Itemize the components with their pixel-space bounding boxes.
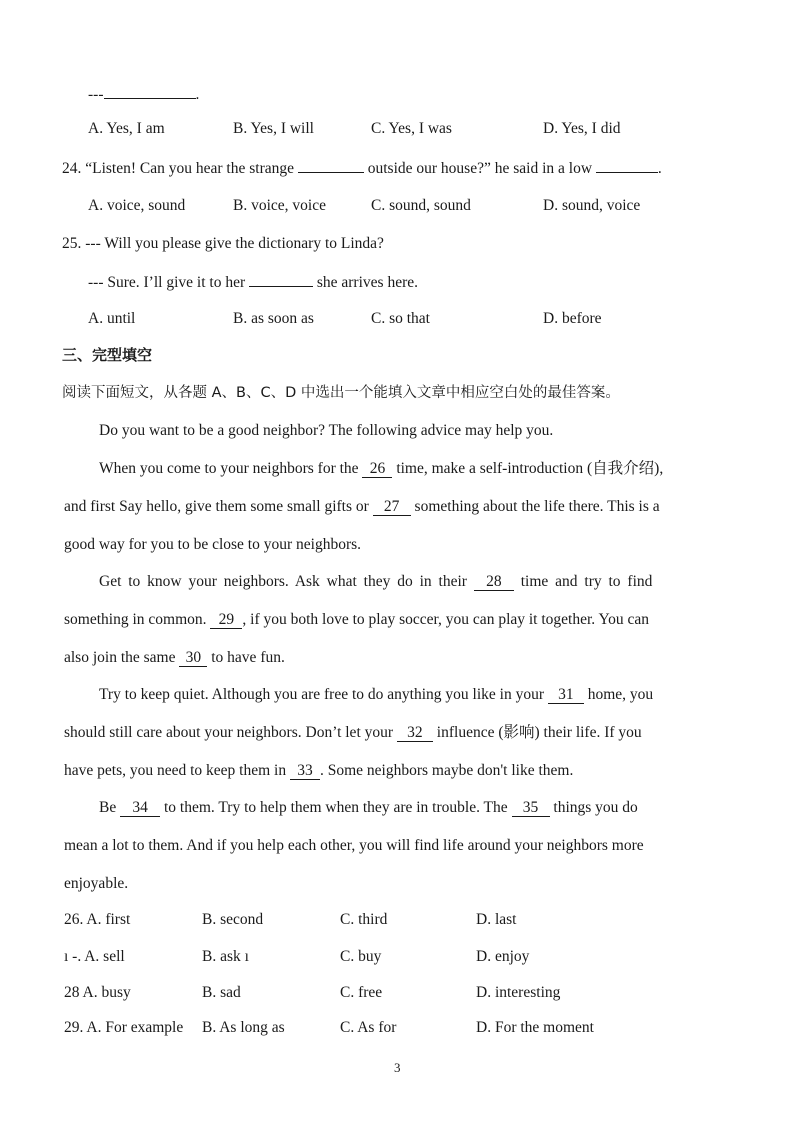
blank-35[interactable]: 35 [512, 799, 550, 817]
passage-text: Get to know your neighbors. Ask what they do in their [99, 573, 467, 590]
choice-26-c[interactable]: C. third [340, 911, 388, 928]
q24-option-b[interactable]: B. voice, voice [233, 197, 326, 214]
passage-text: something about the life there. This is a [414, 498, 660, 515]
passage-text: time and try to find [520, 573, 653, 590]
blank-31[interactable]: 31 [548, 686, 584, 704]
passage-text: to have fun. [211, 649, 285, 666]
blank-28[interactable]: 28 [474, 573, 514, 591]
passage-p2-line-2 [64, 497, 660, 517]
choice-26-a[interactable]: 26. A. first [64, 911, 131, 928]
blank-29[interactable]: 29 [210, 611, 242, 629]
q24-number: 24. [62, 160, 82, 177]
q25-number: 25. [62, 235, 82, 252]
q25-option-a[interactable]: A. until [88, 310, 136, 327]
page-number: 3 [394, 1060, 401, 1075]
passage-p3-line-3 [64, 648, 285, 668]
q25-option-c[interactable]: C. so that [371, 310, 430, 327]
q24-stem-b: outside our house?” he said in a low [367, 160, 593, 177]
passage-text: to them. Try to help them when they are in trouble. The [163, 799, 508, 816]
choice-29-c[interactable]: C. As for [340, 1019, 397, 1036]
choice-26-d[interactable]: D. last [476, 911, 517, 928]
passage-p1: Do you want to be a good neighbor? The following advice may help you. [99, 422, 554, 439]
passage-text: , if you both love to play soccer, you can play it together. You can [242, 611, 649, 628]
blank-33[interactable]: 33 [290, 762, 320, 780]
blank-34[interactable]: 34 [120, 799, 160, 817]
passage-p4-line-1 [99, 685, 653, 705]
choice-29-b[interactable]: B. As long as [202, 1019, 285, 1036]
q24-blank-1[interactable] [298, 158, 364, 173]
q23-option-b[interactable]: B. Yes, I will [233, 120, 314, 137]
passage-p5-line-2: mean a lot to them. And if you help each other, you will find life around your neighbors more [64, 837, 644, 854]
q25-question: --- Will you please give the dictionary to Linda? [85, 235, 384, 252]
passage-p4-line-3 [64, 761, 573, 781]
q23-answer-blank[interactable] [104, 84, 196, 99]
choice-27-c[interactable]: C. buy [340, 948, 382, 965]
passage-p4-line-2 [64, 723, 642, 743]
choice-27-a[interactable]: ı -. A. sell [64, 948, 125, 965]
choice-29-d[interactable]: D. For the moment [476, 1019, 594, 1036]
choice-26-b[interactable]: B. second [202, 911, 264, 928]
passage-text: and first Say hello, give them some small gifts or [64, 498, 369, 515]
passage-text: influence (影响) their life. If you [436, 724, 642, 741]
passage-text: also join the same [64, 649, 176, 666]
q25-line-2-b: she arrives here. [316, 274, 418, 291]
q23-option-c[interactable]: C. Yes, I was [371, 120, 452, 137]
q25-line-2 [88, 272, 418, 293]
q24-option-a[interactable]: A. voice, sound [88, 197, 186, 214]
passage-text: something in common. [64, 611, 207, 628]
passage-p5-line-3: enjoyable. [64, 875, 129, 892]
passage-text: . Some neighbors maybe don't like them. [319, 762, 574, 779]
blank-30[interactable]: 30 [179, 649, 207, 667]
blank-26[interactable]: 26 [362, 460, 392, 478]
passage-text: time, make a self-introduction (自我介绍), [396, 460, 664, 477]
passage-text: should still care about your neighbors. Don’t let your [64, 724, 394, 741]
q24-stem-a: “Listen! Can you hear the strange [85, 160, 294, 177]
choice-27-d[interactable]: D. enjoy [476, 948, 530, 965]
q23-answer-line [88, 84, 199, 105]
q23-answer-dot: . [195, 86, 200, 103]
choice-28-c[interactable]: C. free [340, 984, 383, 1001]
choice-28-a[interactable]: 28 A. busy [64, 984, 131, 1001]
passage-text: When you come to your neighbors for the [99, 460, 359, 477]
q25-option-b[interactable]: B. as soon as [233, 310, 314, 327]
passage-text: Be [99, 799, 117, 816]
choice-29-a[interactable]: 29. A. For example [64, 1019, 184, 1036]
q24-stem [62, 158, 662, 179]
passage-p2-line-3: good way for you to be close to your neighbors. [64, 536, 362, 553]
choice-28-d[interactable]: D. interesting [476, 984, 561, 1001]
q24-end: . [657, 160, 662, 177]
q24-option-c[interactable]: C. sound, sound [371, 197, 471, 214]
passage-p2-line-1 [99, 459, 663, 479]
blank-27[interactable]: 27 [373, 498, 411, 516]
section-heading: 三、完型填空 [62, 346, 153, 364]
passage-p3-line-2 [64, 610, 649, 630]
q25-blank[interactable] [249, 272, 313, 287]
passage-text: Try to keep quiet. Although you are free to do anything you like in your [99, 686, 544, 703]
q24-option-d[interactable]: D. sound, voice [543, 197, 641, 214]
q24-blank-2[interactable] [596, 158, 658, 173]
q23-option-a[interactable]: A. Yes, I am [88, 120, 165, 137]
passage-p3-line-1 [99, 572, 652, 592]
choice-27-b[interactable]: B. ask ı [202, 948, 249, 965]
section-instruction: 阅读下面短文，从各题 A、B、C、D 中选出一个能填入文章中相应空白处的最佳答案。 [62, 385, 620, 401]
passage-text: have pets, you need to keep them in [64, 762, 287, 779]
passage-text: home, you [587, 686, 654, 703]
passage-text: things you do [553, 799, 638, 816]
q25-option-d[interactable]: D. before [543, 310, 602, 327]
q25-line-2-a: --- Sure. I’ll give it to her [88, 274, 246, 291]
choice-28-b[interactable]: B. sad [202, 984, 241, 1001]
blank-32[interactable]: 32 [397, 724, 433, 742]
q23-answer-prefix: --- [88, 86, 104, 103]
passage-p5-line-1 [99, 798, 638, 818]
q25-line-1 [62, 234, 384, 254]
q23-option-d[interactable]: D. Yes, I did [543, 120, 621, 137]
